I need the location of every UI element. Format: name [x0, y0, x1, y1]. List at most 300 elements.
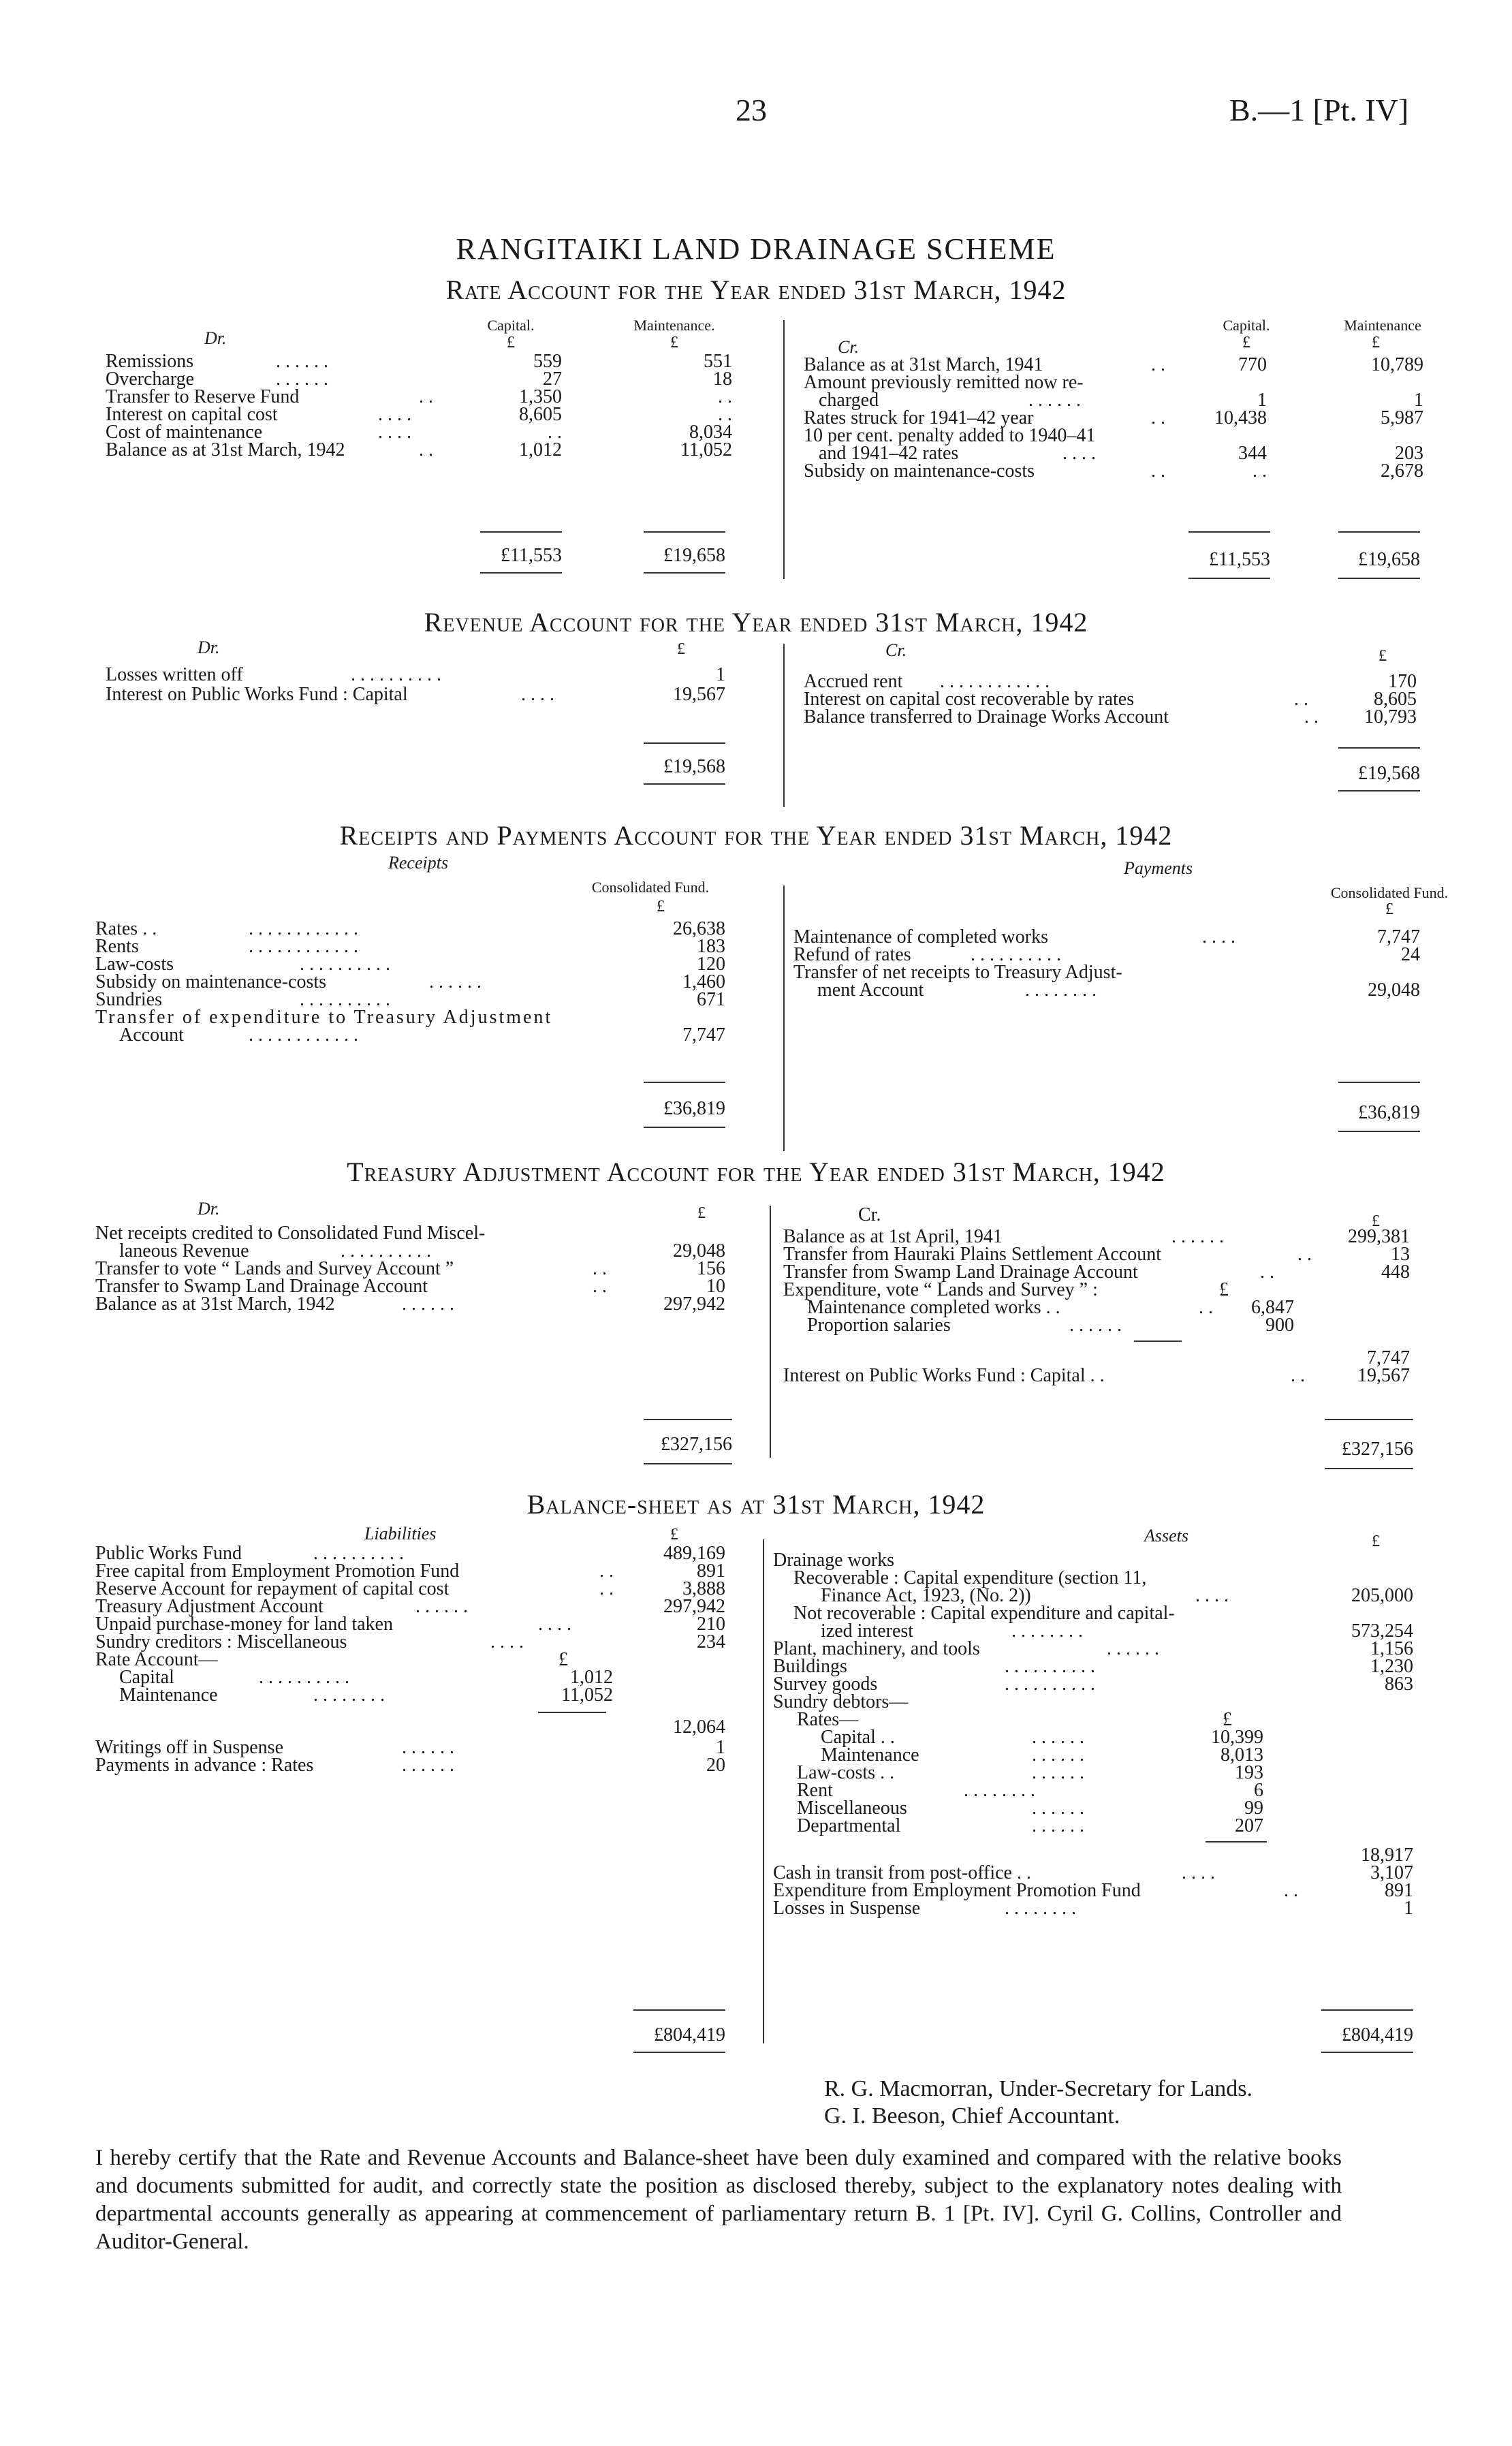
revenue-cr-label: Cr.: [885, 640, 907, 660]
row-maint: 1: [1414, 390, 1423, 411]
table-row: [95, 1755, 749, 1776]
rule: [633, 2052, 725, 2053]
row-maint: 10,789: [1371, 354, 1423, 375]
row-capital: 770: [1238, 354, 1267, 375]
row-value: 20: [706, 1755, 725, 1776]
document-title: RANGITAIKI LAND DRAINAGE SCHEME: [456, 232, 1056, 266]
row-label: Cash in transit from post-office . .: [773, 1862, 1031, 1883]
rate-dr-label: Dr.: [204, 328, 227, 348]
treasury-cr-total: £327,156: [1342, 1439, 1413, 1460]
treasury-dr-pound: £: [697, 1204, 706, 1222]
row-leader: . . . . . .: [415, 1596, 468, 1617]
receipts-divider: [783, 885, 785, 1151]
row-label: Maintenance: [119, 1684, 218, 1706]
row-leader: . . . . . . . . . .: [259, 1667, 349, 1688]
rule: [644, 783, 725, 785]
row-maint: 203: [1395, 443, 1423, 464]
revenue-dr-label: Dr.: [198, 638, 220, 657]
row-label: Law-costs: [95, 954, 174, 975]
rate-cr-total-maint: £19,658: [1358, 549, 1420, 570]
row-leader: . . . .: [521, 684, 554, 705]
row-label: Expenditure, vote “ Lands and Survey ” :: [783, 1279, 1098, 1300]
row-value: 205,000: [1351, 1585, 1413, 1606]
row-value: 573,254: [1351, 1620, 1413, 1642]
row-value: 24: [1401, 944, 1420, 965]
row-value: 1,230: [1370, 1656, 1413, 1677]
rule: [1338, 531, 1420, 533]
row-value: 10: [706, 1276, 725, 1297]
row-value: 13: [1391, 1244, 1410, 1265]
revenue-cr-pound: £: [1379, 647, 1387, 665]
row-label: Free capital from Employment Promotion Fund: [95, 1561, 460, 1582]
payments-total: £36,819: [1358, 1102, 1420, 1123]
liabilities-total: £804,419: [654, 2024, 725, 2045]
row-label: Capital . .: [821, 1727, 895, 1748]
liabilities-pound: £: [670, 1526, 678, 1543]
row-leader: . .: [593, 1258, 607, 1279]
table-row: [804, 706, 1430, 728]
row-label: Departmental: [797, 1815, 901, 1836]
row-label: Plant, machinery, and tools: [773, 1638, 980, 1659]
rate-dr-total-maint: £19,658: [663, 545, 725, 566]
row-label: Survey goods: [773, 1674, 878, 1695]
row-label: 10 per cent. penalty added to 1940–41: [804, 425, 1096, 446]
treasury-dr-total: £327,156: [661, 1434, 732, 1455]
rate-dr-maint-pound: £: [670, 334, 678, 351]
row-leader: . . . . . . . .: [964, 1780, 1035, 1801]
row-label: Balance as at 31st March, 1942: [106, 439, 345, 460]
row-leader: . . . . . .: [276, 351, 328, 372]
row-leader: . . . . . .: [1032, 1798, 1084, 1819]
rule: [1338, 790, 1420, 791]
row-leader: . . . . . . . . . . . .: [249, 918, 358, 939]
row-leader: . . . .: [1195, 1585, 1229, 1606]
row-label: Accrued rent: [804, 671, 903, 692]
payments-label: Payments: [1124, 858, 1193, 878]
row-maint: 8,034: [689, 422, 732, 443]
rule: [1338, 1082, 1420, 1083]
payments-col-header: Consolidated Fund.: [1330, 884, 1449, 901]
row-leader: . .: [593, 1276, 607, 1297]
row-label: ment Account: [817, 979, 924, 1001]
row-label: and 1941–42 rates: [819, 443, 959, 464]
row-label: Rent: [797, 1780, 833, 1801]
row-value: 8,013: [1220, 1744, 1263, 1766]
row-label: Expenditure from Employment Promotion Fund: [773, 1880, 1141, 1901]
rate-cr-total-capital: £11,553: [1209, 549, 1270, 570]
rate-cr-label: Cr.: [838, 337, 860, 357]
row-value: 297,942: [663, 1293, 725, 1315]
row-leader: . . . . . .: [1028, 390, 1081, 411]
row-value: 7,747: [1377, 926, 1420, 947]
row-value: 1,156: [1370, 1638, 1413, 1659]
revenue-dr-total: £19,568: [663, 756, 725, 777]
rule: [644, 1082, 725, 1083]
table-row: [95, 1024, 749, 1046]
row-value: 234: [697, 1631, 725, 1652]
row-value: 210: [697, 1614, 725, 1635]
row-leader: . .: [1297, 1244, 1312, 1265]
row-label: Losses in Suspense: [773, 1898, 921, 1919]
row-label: Writings off in Suspense: [95, 1737, 284, 1758]
row-label: charged: [819, 390, 879, 411]
row-label: Balance transferred to Drainage Works Account: [804, 706, 1169, 727]
row-label: Sundries: [95, 989, 162, 1010]
row-leader: . . . . . . . . . .: [351, 664, 441, 685]
row-label: Sundry debtors—: [773, 1691, 909, 1712]
row-label: Interest on capital cost recoverable by rates: [804, 689, 1135, 710]
row-maint: 2,678: [1381, 460, 1423, 482]
row-label: ized interest: [821, 1620, 914, 1642]
row-leader: . . . . . .: [402, 1293, 454, 1315]
rule: [644, 1419, 732, 1420]
table-row: [95, 1293, 749, 1315]
row-leader: . . . . . . . . . .: [300, 954, 390, 975]
row-label: Recoverable : Capital expenditure (section 11,: [793, 1567, 1147, 1588]
receipts-total: £36,819: [663, 1098, 725, 1119]
audit-certification: I hereby certify that the Rate and Revenue Accounts and Balance-sheet have been duly examined and compared with the relative books and documents submitted for audit, and correctly state the position as disclosed thereby, subject to the explanatory notes dealing with departmental accounts generally as appearing at commencement of parliamentary return B. 1 [Pt. IV]. Cyril G. Collins, Controller and Auditor-General.: [95, 2146, 1342, 2254]
row-value: 489,169: [663, 1543, 725, 1564]
row-value: 10,793: [1364, 706, 1417, 727]
row-label: Law-costs . .: [797, 1762, 895, 1783]
row-label: Transfer to Swamp Land Drainage Account: [95, 1276, 428, 1297]
row-label: laneous Revenue: [119, 1240, 249, 1261]
rule: [644, 1127, 725, 1128]
rule: [1325, 1468, 1413, 1469]
row-maint: . .: [718, 386, 732, 407]
row-value: 297,942: [663, 1596, 725, 1617]
row-label: Balance as at 1st April, 1941: [783, 1226, 1003, 1247]
row-label: Rates struck for 1941–42 year: [804, 407, 1034, 428]
revenue-cr-total: £19,568: [1358, 763, 1420, 784]
rate-dr-maint-header: Maintenance.: [633, 317, 715, 334]
signature-under-secretary: R. G. Macmorran, Under-Secretary for Lands.: [824, 2076, 1253, 2101]
row-leader: . . . . . . . .: [1011, 1620, 1083, 1642]
row-value: 10,399: [1211, 1727, 1263, 1748]
row-label: Transfer of net receipts to Treasury Adjust-: [793, 962, 1122, 983]
row-maint: 11,052: [680, 439, 732, 460]
rule: [1188, 578, 1270, 579]
row-leader: . . . . . . . . . .: [300, 989, 390, 1010]
balance-divider: [763, 1539, 764, 2043]
row-value: 448: [1381, 1261, 1410, 1283]
rate-dr-capital-pound: £: [507, 334, 515, 351]
row-leader: . . . . . .: [402, 1755, 454, 1776]
table-row: [106, 684, 739, 706]
expenditure-pound: £: [1219, 1279, 1229, 1300]
rate-account-heading: Rate Account for the Year ended 31st March, 1942: [445, 275, 1067, 305]
row-label: Transfer to vote “ Lands and Survey Account ”: [95, 1258, 454, 1279]
treasury-heading: Treasury Adjustment Account for the Year ended 31st March, 1942: [347, 1157, 1165, 1187]
rate-divider: [783, 320, 785, 579]
row-value: 3,107: [1370, 1862, 1413, 1883]
table-row: [783, 1315, 1430, 1336]
row-label: Sundry creditors : Miscellaneous: [95, 1631, 347, 1652]
row-leader: . . . . . .: [1032, 1744, 1084, 1766]
row-leader: . .: [1291, 1365, 1305, 1386]
row-leader: . .: [1260, 1261, 1274, 1283]
rule: [480, 572, 562, 574]
row-label: Miscellaneous: [797, 1798, 907, 1819]
row-label: Drainage works: [773, 1550, 895, 1571]
row-leader: . . . .: [1062, 443, 1096, 464]
row-leader: . .: [1151, 407, 1165, 428]
row-leader: . . . . . . . .: [1005, 1898, 1076, 1919]
row-maint: 5,987: [1381, 407, 1423, 428]
row-leader: . . . .: [1202, 926, 1235, 947]
rate-cr-maint-header: Maintenance: [1344, 317, 1421, 334]
row-capital: 1,012: [519, 439, 562, 460]
row-capital: . .: [548, 422, 562, 443]
row-leader: . .: [1304, 706, 1319, 727]
row-capital: 1,350: [519, 386, 562, 407]
row-value: 156: [697, 1258, 725, 1279]
table-row: [106, 439, 739, 461]
rate-dr-total-capital: £11,553: [501, 545, 562, 566]
row-label: Amount previously remitted now re-: [804, 372, 1084, 393]
row-value: 19,567: [673, 684, 725, 705]
row-value: 6: [1254, 1780, 1263, 1801]
row-label: Public Works Fund: [95, 1543, 242, 1564]
row-label: Capital: [119, 1667, 174, 1688]
row-label: Transfer of expenditure to Treasury Adjustment: [95, 1007, 553, 1028]
row-label: Interest on Public Works Fund : Capital . .: [783, 1365, 1105, 1386]
row-value: 29,048: [1368, 979, 1420, 1001]
row-label: Refund of rates: [793, 944, 911, 965]
rule: [1338, 747, 1420, 749]
row-label: Rates—: [797, 1709, 859, 1730]
debtors-total: 18,917: [1361, 1845, 1413, 1866]
row-label: Buildings: [773, 1656, 847, 1677]
row-label: Overcharge: [106, 369, 195, 390]
rule: [1188, 531, 1270, 533]
row-value: 11,052: [561, 1684, 613, 1706]
assets-label: Assets: [1144, 1526, 1188, 1546]
row-value: 891: [697, 1561, 725, 1582]
revenue-account-heading: Revenue Account for the Year ended 31st March, 1942: [424, 607, 1088, 638]
row-value: 29,048: [673, 1240, 725, 1261]
treasury-cr-label: Cr.: [858, 1204, 881, 1225]
rule: [1321, 2052, 1413, 2053]
rule: [633, 2009, 725, 2011]
row-label: Maintenance: [821, 1744, 919, 1766]
row-maint: 18: [713, 369, 732, 390]
signature-chief-accountant: G. I. Beeson, Chief Accountant.: [824, 2103, 1120, 2129]
row-leader: . . . . . .: [276, 369, 328, 390]
row-value: 8,605: [1374, 689, 1417, 710]
treasury-divider: [770, 1206, 771, 1458]
rule: [1338, 578, 1420, 579]
row-leader: . . . .: [378, 404, 411, 425]
row-leader: . .: [1151, 354, 1165, 375]
row-capital: . .: [1253, 460, 1267, 482]
page-reference: B.—1 [Pt. IV]: [1229, 93, 1409, 127]
row-leader: . .: [1199, 1297, 1213, 1318]
row-value: 1: [1404, 1898, 1413, 1919]
row-value: 863: [1385, 1674, 1413, 1695]
row-label: Rents: [95, 936, 139, 957]
row-leader: . . . . . . . . . .: [1005, 1656, 1095, 1677]
row-value: 183: [697, 936, 725, 957]
row-leader: . . . . . . . . . .: [1005, 1674, 1095, 1695]
row-label: Net receipts credited to Consolidated Fund Miscel-: [95, 1223, 486, 1244]
row-leader: . .: [1294, 689, 1308, 710]
row-leader: . .: [419, 439, 433, 460]
row-leader: . .: [1151, 460, 1165, 482]
row-leader: . .: [599, 1561, 614, 1582]
rate-dr-capital-header: Capital.: [487, 317, 535, 334]
row-label: Rate Account—: [95, 1649, 218, 1670]
revenue-divider: [783, 644, 785, 807]
row-capital: 10,438: [1214, 407, 1267, 428]
row-capital: 27: [543, 369, 562, 390]
row-label: Account: [119, 1024, 184, 1046]
rule: [644, 531, 725, 533]
row-leader: . . . .: [490, 1631, 524, 1652]
balance-sheet-heading: Balance-sheet as at 31st March, 1942: [526, 1489, 986, 1520]
treasury-dr-label: Dr.: [198, 1199, 220, 1219]
row-value: 900: [1265, 1315, 1294, 1336]
row-value: 3,888: [682, 1578, 725, 1599]
row-value: 207: [1235, 1815, 1263, 1836]
row-leader: . . . . . .: [1171, 1226, 1224, 1247]
row-leader: . .: [1284, 1880, 1298, 1901]
row-leader: . . . . . . . . . .: [341, 1240, 431, 1261]
row-leader: . . . . . .: [1032, 1762, 1084, 1783]
row-value: 1,460: [682, 971, 725, 992]
row-label: Reserve Account for repayment of capital cost: [95, 1578, 450, 1599]
row-label: Transfer from Swamp Land Drainage Account: [783, 1261, 1138, 1283]
table-row: [783, 1365, 1430, 1387]
row-label: Unpaid purchase-money for land taken: [95, 1614, 393, 1635]
row-label: Treasury Adjustment Account: [95, 1596, 324, 1617]
rate-account-total: 12,064: [673, 1716, 725, 1738]
payments-pound: £: [1385, 900, 1393, 918]
row-leader: . .: [599, 1578, 614, 1599]
rule: [644, 572, 725, 574]
rule: [1321, 2009, 1413, 2011]
row-value: 671: [697, 989, 725, 1010]
row-capital: 559: [533, 351, 562, 372]
row-value: 19,567: [1357, 1365, 1410, 1386]
rule: [644, 742, 725, 744]
rate-cr-capital-pound: £: [1242, 334, 1250, 351]
row-label: Interest on Public Works Fund : Capital: [106, 684, 408, 705]
row-leader: . . . . . . . .: [1025, 979, 1097, 1001]
row-leader: . . . . . . . . . . . .: [249, 936, 358, 957]
row-value: 99: [1244, 1798, 1263, 1819]
row-label: Transfer to Reserve Fund: [106, 386, 300, 407]
table-row: [773, 1815, 1427, 1837]
receipts-payments-heading: Receipts and Payments Account for the Year ended 31st March, 1942: [339, 820, 1173, 851]
rate-pound: £: [558, 1649, 568, 1670]
receipts-pound: £: [657, 898, 665, 915]
row-value: 120: [697, 954, 725, 975]
row-leader: . . . .: [378, 422, 411, 443]
row-label: Not recoverable : Capital expenditure and capital-: [793, 1603, 1175, 1624]
revenue-dr-pound: £: [677, 640, 685, 658]
row-label: Transfer from Hauraki Plains Settlement Account: [783, 1244, 1161, 1265]
row-label: Remissions: [106, 351, 194, 372]
row-value: 26,638: [673, 918, 725, 939]
row-label: Losses written off: [106, 664, 243, 685]
expenditure-total: 7,747: [1367, 1347, 1410, 1368]
row-label: Finance Act, 1923, (No. 2)): [821, 1585, 1031, 1606]
receipts-col-header: Consolidated Fund.: [591, 879, 710, 896]
row-capital: 8,605: [519, 404, 562, 425]
row-value: 1: [716, 664, 725, 685]
table-row: [773, 1898, 1427, 1919]
row-capital: 344: [1238, 443, 1267, 464]
row-label: Maintenance of completed works: [793, 926, 1048, 947]
row-leader: . . . . . . . . . .: [313, 1543, 404, 1564]
row-leader: . . . .: [1182, 1862, 1215, 1883]
row-maint: . .: [718, 404, 732, 425]
rate-cr-maint-pound: £: [1372, 334, 1380, 351]
rule: [1325, 1419, 1413, 1420]
row-value: 170: [1388, 671, 1417, 692]
row-label: Interest on capital cost: [106, 404, 278, 425]
row-value: 6,847: [1251, 1297, 1294, 1318]
row-label: Maintenance completed works . .: [807, 1297, 1060, 1318]
row-value: 1: [716, 1737, 725, 1758]
row-label: Balance as at 31st March, 1941: [804, 354, 1043, 375]
row-label: Subsidy on maintenance-costs: [95, 971, 327, 992]
rule: [1338, 1131, 1420, 1132]
rule: [538, 1712, 606, 1713]
page-number: 23: [736, 93, 767, 127]
row-value: 891: [1385, 1880, 1413, 1901]
row-label: Cost of maintenance: [106, 422, 263, 443]
table-row: [95, 1684, 749, 1706]
row-label: Rates . .: [95, 918, 157, 939]
liabilities-label: Liabilities: [364, 1524, 437, 1543]
row-leader: . . . . . . . . . . . .: [249, 1024, 358, 1046]
row-leader: . .: [419, 386, 433, 407]
treasury-cr-pound: £: [1372, 1212, 1380, 1230]
table-row: [106, 664, 739, 686]
row-leader: . . . . . .: [429, 971, 482, 992]
row-value: 1,012: [570, 1667, 613, 1688]
assets-total: £804,419: [1342, 2024, 1413, 2045]
rate-cr-capital-header: Capital.: [1223, 317, 1270, 334]
row-label: Balance as at 31st March, 1942: [95, 1293, 335, 1315]
row-value: 7,747: [682, 1024, 725, 1046]
row-leader: . . . . . . . . . .: [971, 944, 1061, 965]
debtors-pound: £: [1223, 1709, 1232, 1730]
row-leader: . . . . . .: [1032, 1815, 1084, 1836]
assets-pound: £: [1372, 1533, 1380, 1550]
row-leader: . . . . . . . . . . . .: [940, 671, 1050, 692]
rule: [1134, 1340, 1182, 1342]
row-capital: 1: [1257, 390, 1267, 411]
table-row: [804, 460, 1451, 482]
row-leader: . . . . . .: [1032, 1727, 1084, 1748]
row-leader: . . . . . .: [1069, 1315, 1122, 1336]
receipts-label: Receipts: [388, 853, 449, 873]
row-value: 193: [1235, 1762, 1263, 1783]
rule: [644, 1463, 732, 1464]
table-row: [793, 979, 1440, 1001]
row-maint: 551: [704, 351, 732, 372]
rule: [480, 531, 562, 533]
row-leader: . . . . . . . .: [313, 1684, 385, 1706]
row-leader: . . . . . .: [1107, 1638, 1159, 1659]
row-leader: . . . . . .: [402, 1737, 454, 1758]
row-leader: . . . .: [538, 1614, 571, 1635]
row-label: Subsidy on maintenance-costs: [804, 460, 1035, 482]
row-label: Proportion salaries: [807, 1315, 951, 1336]
